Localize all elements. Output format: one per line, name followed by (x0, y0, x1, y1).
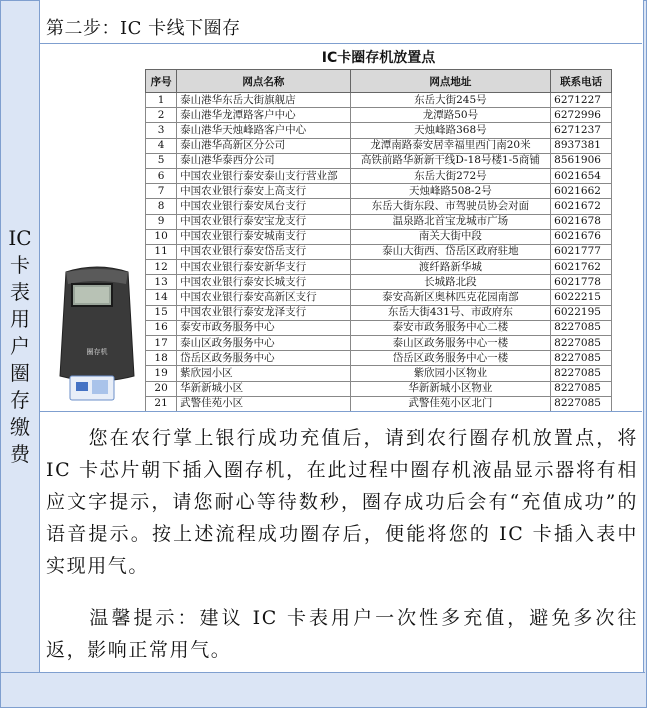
table-row (146, 229, 612, 244)
cell-index: 4 (146, 138, 177, 153)
table-row (146, 396, 612, 411)
cell-name: 中国农业银行泰安长城支行 (177, 275, 350, 290)
cell-phone: 8937381 (551, 138, 612, 153)
table-row (146, 305, 612, 320)
cell-address: 天烛峰路508-2号 (350, 184, 551, 199)
instruction-text: 您在农行掌上银行成功充值后，请到农行圈存机放置点，将 IC 卡芯片朝下插入圈存机，在此过程中圈存机液晶显示器将有相应文字提示，请您耐心等待数秒，圈存成功后会有“充值成功”的语音提示。按上述流程成功圈存后，便能将您的 IC 卡插入表中实现用气。 (46, 427, 638, 577)
header-name: 网点名称 (177, 70, 350, 93)
instruction-paragraph (46, 422, 638, 582)
cell-address: 泰安市政务服务中心二楼 (350, 320, 551, 335)
cell-phone: 6271227 (551, 93, 612, 108)
cell-address: 南关大街中段 (350, 229, 551, 244)
table-row (146, 320, 612, 335)
side-label-char: 圈 (10, 361, 30, 385)
cell-name: 中国农业银行泰安宝龙支行 (177, 214, 350, 229)
cell-index: 13 (146, 275, 177, 290)
cell-address: 泰山大街西、岱岳区政府驻地 (350, 244, 551, 259)
cell-name: 中国农业银行泰安新华支行 (177, 260, 350, 275)
cell-name: 泰山区政务服务中心 (177, 336, 350, 351)
side-label-char: 缴 (10, 415, 30, 439)
table-row (146, 199, 612, 214)
table-row (146, 290, 612, 305)
cell-phone: 6021777 (551, 244, 612, 259)
side-label-char: 费 (10, 442, 30, 466)
tip-paragraph (46, 602, 638, 666)
cell-address: 泰安高新区奥林匹克花园南部 (350, 290, 551, 305)
cell-index: 18 (146, 351, 177, 366)
cell-name: 泰山港华天烛峰路客户中心 (177, 123, 350, 138)
side-label-char: 户 (10, 334, 30, 358)
cell-phone: 6021672 (551, 199, 612, 214)
cell-index: 11 (146, 244, 177, 259)
ic-card-chip (76, 382, 88, 391)
cell-index: 17 (146, 336, 177, 351)
sites-table (145, 69, 612, 412)
divider (0, 672, 645, 673)
cell-phone: 6021662 (551, 184, 612, 199)
cell-index: 1 (146, 93, 177, 108)
side-label-char: 表 (10, 280, 30, 304)
side-label-char: 卡 (10, 253, 30, 277)
cell-index: 14 (146, 290, 177, 305)
cell-phone: 6021778 (551, 275, 612, 290)
cell-name: 武警佳苑小区 (177, 396, 350, 411)
cell-index: 5 (146, 153, 177, 168)
cell-phone: 6022195 (551, 305, 612, 320)
cell-phone: 6272996 (551, 108, 612, 123)
table-row (146, 108, 612, 123)
cell-phone: 8227085 (551, 320, 612, 335)
cell-address: 龙潭路50号 (350, 108, 551, 123)
cell-address: 长城路北段 (350, 275, 551, 290)
table-body (146, 93, 612, 412)
cell-address: 华新新城小区物业 (350, 381, 551, 396)
table-row (146, 260, 612, 275)
cell-index: 12 (146, 260, 177, 275)
cell-name: 泰山港华高新区分公司 (177, 138, 350, 153)
cell-address: 温泉路北首宝龙城市广场 (350, 214, 551, 229)
table-row (146, 351, 612, 366)
device-label: 圈存机 (86, 348, 108, 356)
table-row (146, 381, 612, 396)
cell-address: 天烛峰路368号 (350, 123, 551, 138)
table-row (146, 153, 612, 168)
table-row (146, 123, 612, 138)
divider (40, 411, 642, 412)
cell-address: 武警佳苑小区北门 (350, 396, 551, 411)
device-screen-glass (75, 287, 109, 303)
table-row (146, 93, 612, 108)
table-row (146, 244, 612, 259)
cell-index: 7 (146, 184, 177, 199)
cell-index: 16 (146, 320, 177, 335)
cell-index: 6 (146, 168, 177, 183)
cell-name: 华新新城小区 (177, 381, 350, 396)
cell-name: 泰山港华东岳大街旗舰店 (177, 93, 350, 108)
cell-index: 3 (146, 123, 177, 138)
side-label-char: IC (8, 226, 32, 250)
side-label-char: 存 (10, 388, 30, 412)
cell-index: 2 (146, 108, 177, 123)
cell-phone: 8227085 (551, 336, 612, 351)
table-row (146, 138, 612, 153)
header-index: 序号 (146, 70, 177, 93)
cell-phone: 6021678 (551, 214, 612, 229)
divider (40, 43, 642, 44)
header-phone: 联系电话 (551, 70, 612, 93)
cell-index: 9 (146, 214, 177, 229)
cell-name: 泰安市政务服务中心 (177, 320, 350, 335)
step-title: 第二步：IC 卡线下圈存 (46, 18, 241, 39)
cell-name: 岱岳区政务服务中心 (177, 351, 350, 366)
cell-name: 中国农业银行泰安泰山支行营业部 (177, 168, 350, 183)
cell-address: 东岳大街东段、市驾驶员协会对面 (350, 199, 551, 214)
cell-index: 20 (146, 381, 177, 396)
cell-name: 中国农业银行泰安龙泽支行 (177, 305, 350, 320)
cell-phone: 6021676 (551, 229, 612, 244)
cell-address: 高铁前路华新新干线D-18号楼1-5商铺 (350, 153, 551, 168)
cell-phone: 8561906 (551, 153, 612, 168)
side-label (2, 225, 38, 468)
cell-name: 中国农业银行泰安高新区支行 (177, 290, 350, 305)
cell-phone: 6021654 (551, 168, 612, 183)
table-header-row (146, 70, 612, 93)
cell-address: 岱岳区政务服务中心一楼 (350, 351, 551, 366)
tip-text: 温馨提示：建议 IC 卡表用户一次性多充值，避免多次往返，影响正常用气。 (46, 607, 638, 661)
ic-card-pattern (92, 380, 108, 394)
table-row (146, 168, 612, 183)
cell-phone: 6021762 (551, 260, 612, 275)
cell-name: 中国农业银行泰安上高支行 (177, 184, 350, 199)
cell-address: 龙潭南路泰安居幸福里西门南20米 (350, 138, 551, 153)
side-label-char: 用 (10, 307, 30, 331)
cell-address: 东岳大街245号 (350, 93, 551, 108)
header-address: 网点地址 (350, 70, 551, 93)
cell-address: 泰山区政务服务中心一楼 (350, 336, 551, 351)
cell-address: 渡纤路新华城 (350, 260, 551, 275)
cell-name: 中国农业银行泰安城南支行 (177, 229, 350, 244)
cell-address: 东岳大街272号 (350, 168, 551, 183)
table-row (146, 184, 612, 199)
card-reader-device (56, 258, 138, 404)
cell-phone: 8227085 (551, 366, 612, 381)
cell-phone: 6271237 (551, 123, 612, 138)
cell-phone: 6022215 (551, 290, 612, 305)
cell-index: 21 (146, 396, 177, 411)
table-row (146, 214, 612, 229)
cell-phone: 8227085 (551, 396, 612, 411)
cell-phone: 8227085 (551, 351, 612, 366)
cell-name: 中国农业银行泰安岱岳支行 (177, 244, 350, 259)
cell-name: 泰山港华泰西分公司 (177, 153, 350, 168)
cell-name: 中国农业银行泰安凤台支行 (177, 199, 350, 214)
cell-index: 15 (146, 305, 177, 320)
table-row (146, 366, 612, 381)
cell-name: 泰山港华龙潭路客户中心 (177, 108, 350, 123)
cell-address: 东岳大街431号、市政府东 (350, 305, 551, 320)
table-title: IC卡圈存机放置点 (321, 50, 436, 66)
cell-address: 紫欣园小区物业 (350, 366, 551, 381)
cell-index: 10 (146, 229, 177, 244)
cell-index: 19 (146, 366, 177, 381)
table-row (146, 275, 612, 290)
cell-name: 紫欣园小区 (177, 366, 350, 381)
table-row (146, 336, 612, 351)
cell-index: 8 (146, 199, 177, 214)
cell-phone: 8227085 (551, 381, 612, 396)
